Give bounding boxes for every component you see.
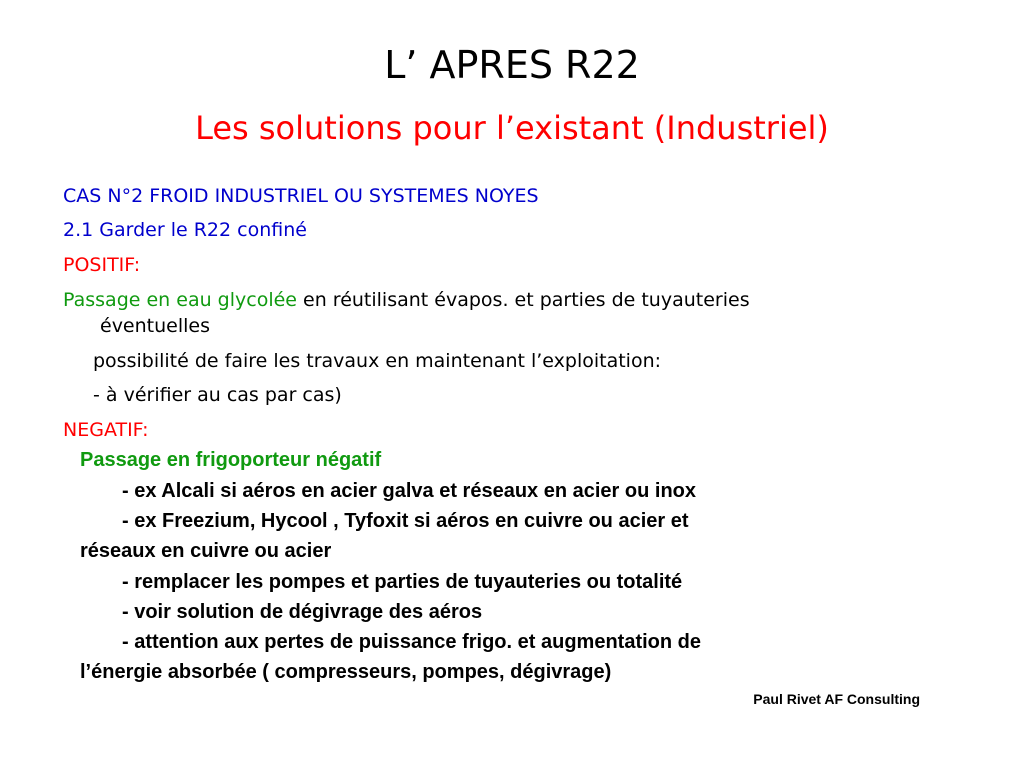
negative-item: l’énergie absorbée ( compresseurs, pompes, dégivrage) (80, 661, 612, 683)
positive-text-4: - à vérifier au cas par cas) (93, 384, 342, 406)
case-heading: CAS N°2 FROID INDUSTRIEL OU SYSTEMES NOYES (63, 185, 539, 207)
negative-label: NEGATIF: (63, 419, 149, 441)
slide-subtitle: Les solutions pour l’existant (Industriel) (195, 109, 829, 147)
positive-highlight: Passage en eau glycolée (63, 289, 297, 311)
positive-text-1: en réutilisant évapos. et parties de tuyauteries (296, 289, 750, 311)
section-heading: 2.1 Garder le R22 confiné (63, 219, 307, 241)
negative-item: - ex Freezium, Hycool , Tyfoxit si aéros en cuivre ou acier et (122, 510, 689, 532)
negative-item: - voir solution de dégivrage des aéros (122, 601, 483, 623)
slide-title: L’ APRES R22 (384, 43, 640, 87)
positive-text-3: possibilité de faire les travaux en maintenant l’exploitation: (93, 350, 662, 372)
negative-item: réseaux en cuivre ou acier (80, 540, 332, 562)
negative-item: - ex Alcali si aéros en acier galva et réseaux en acier ou inox (122, 480, 696, 502)
negative-item: - remplacer les pompes et parties de tuyauteries ou totalité (122, 571, 683, 593)
negative-highlight: Passage en frigoporteur négatif (80, 449, 382, 471)
positive-label: POSITIF: (63, 254, 141, 276)
footer-credit: Paul Rivet AF Consulting (753, 691, 920, 707)
positive-text-2: éventuelles (100, 315, 210, 337)
negative-item: - attention aux pertes de puissance frigo. et augmentation de (122, 631, 701, 653)
positive-line (63, 288, 750, 312)
